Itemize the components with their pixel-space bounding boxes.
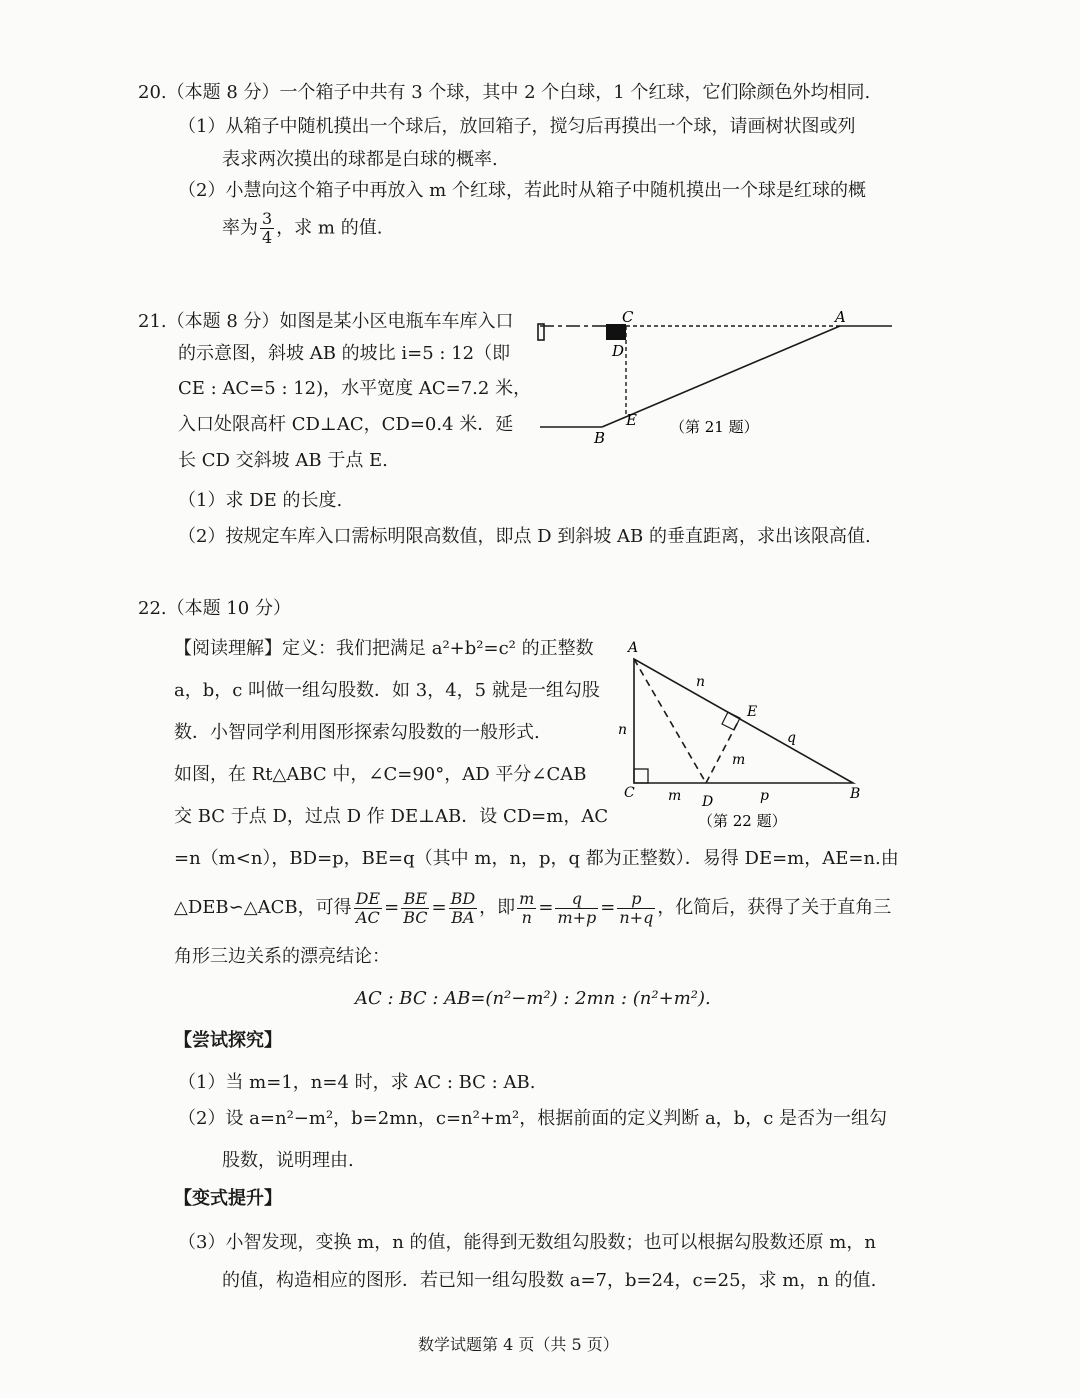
q22-variant-heading: 【变式提升】 (174, 1188, 282, 1209)
q20-part1-line1: （1）从箱子中随机摸出一个球后，放回箱子，搅匀后再摸出一个球，请画树状图或列 (178, 116, 856, 137)
fraction-be-bc (401, 890, 429, 927)
q22-try-part1: （1）当 m=1，n=4 时，求 AC : BC : AB. (178, 1072, 536, 1093)
q22-read-line7: △DEB∽△ACB，可得 $\frac{DE}{AC}$ = $\frac{BE}{BC}$ = $\frac{BD}{BA}$ ，即 $\frac{m}{n}$ = $\frac{q}{m+p}$ = $\frac{p}{n+q}$ ，化简后，获得了关于直角三 (174, 888, 892, 927)
figure-22 (610, 636, 880, 836)
label-p: p (760, 788, 769, 804)
q22-read-line5: 交 BC 于点 D，过点 D 作 DE⊥AB．设 CD=m，AC (174, 806, 609, 827)
q22-similar-suffix: ，化简后，获得了关于直角三 (657, 897, 892, 918)
fraction-m-n (517, 890, 536, 927)
q22-connector: ，即 (479, 897, 516, 918)
q22-similar-prefix: △DEB∽△ACB，可得 (174, 897, 352, 918)
q21-part1: （1）求 DE 的长度. (178, 490, 343, 511)
page-footer: 数学试题第 4 页（共 5 页） (418, 1335, 619, 1354)
label-a: A (628, 640, 639, 656)
label-c: C (622, 308, 634, 326)
label-c: C (624, 785, 635, 801)
height-bar-block (606, 324, 626, 340)
fraction-p-nq (617, 890, 655, 927)
q20-part2-prefix: 率为 (222, 217, 258, 239)
q22-read-line6: =n（m<n），BD=p，BE=q（其中 m，n，p，q 都为正整数）．易得 DE=m，AE=n.由 (174, 848, 899, 869)
fraction-numerator: m (519, 888, 535, 908)
fraction-denominator: m+p (557, 907, 597, 927)
figure-22-caption: （第 22 题） (698, 812, 787, 830)
fraction-denominator: 4 (262, 228, 273, 247)
fraction-q-mp (555, 890, 598, 927)
q22-try-part2-line2: 股数，说明理由. (222, 1150, 354, 1171)
label-d: D (612, 342, 625, 360)
label-q: q (787, 730, 796, 746)
q22-read-line3: 数．小智同学利用图形探索勾股数的一般形式. (174, 722, 540, 743)
q22-try-heading: 【尝试探究】 (174, 1030, 282, 1051)
label-b: B (594, 429, 606, 447)
q22-heading: 22.（本题 10 分） (138, 598, 291, 619)
figure-21-caption: （第 21 题） (670, 418, 759, 436)
q20-part1-line2: 表求两次摸出的球都是白球的概率. (222, 149, 498, 170)
q22-formula: AC : BC : AB=(n²−m²) : 2mn : (n²+m²). (355, 988, 711, 1009)
figure-21 (530, 300, 900, 450)
label-n-ae: n (696, 674, 706, 690)
fraction-de-ac (354, 890, 383, 927)
fraction-numerator: q (555, 890, 598, 909)
fraction-denominator: BC (403, 907, 428, 927)
q21-line1: 21.（本题 8 分）如图是某小区电瓶车车库入口 (138, 311, 514, 332)
q22-read-line1: 【阅读理解】定义：我们把满足 a²+b²=c² 的正整数 (174, 638, 594, 659)
fraction-numerator: BD (450, 888, 476, 908)
fraction-bd-ba (449, 890, 478, 927)
q20-part2-line2 (222, 210, 382, 247)
right-angle-c (634, 769, 648, 783)
label-a: A (835, 308, 846, 326)
fraction-denominator: AC (355, 907, 380, 927)
fraction-denominator: n (521, 907, 532, 927)
label-e: E (626, 411, 637, 429)
fraction-denominator: BA (451, 907, 475, 927)
label-e: E (747, 704, 758, 720)
q21-line5: 长 CD 交斜坡 AB 于点 E. (178, 450, 388, 471)
fraction-denominator: n+q (619, 907, 654, 927)
label-n-ac: n (618, 722, 628, 738)
label-d: D (702, 794, 714, 810)
label-m-cd: m (668, 788, 682, 804)
fraction-numerator: p (617, 890, 655, 909)
fraction-numerator: 3 (262, 209, 273, 228)
q21-line2: 的示意图，斜坡 AB 的坡比 i=5 : 12（即 (178, 343, 511, 364)
q21-part2: （2）按规定车库入口需标明限高数值，即点 D 到斜坡 AB 的垂直距离，求出该限高值. (178, 526, 871, 547)
q21-line3: CE : AC=5 : 12)，水平宽度 AC=7.2 米， (178, 378, 532, 399)
q22-read-line8: 角形三边关系的漂亮结论： (174, 946, 390, 967)
fraction-numerator: BE (401, 890, 429, 909)
q20-part2-line1: （2）小慧向这个箱子中再放入 m 个红球，若此时从箱子中随机摸出一个球是红球的概 (178, 180, 866, 201)
slope-ab (602, 326, 840, 427)
q21-line4: 入口处限高杆 CD⊥AC，CD=0.4 米．延 (178, 414, 514, 435)
label-b: B (850, 786, 861, 802)
q20-heading: 20.（本题 8 分）一个箱子中共有 3 个球，其中 2 个白球，1 个红球，它们除颜色外均相同. (138, 82, 871, 103)
q22-read-line2: a，b，c 叫做一组勾股数．如 3，4，5 就是一组勾股 (174, 680, 600, 701)
q22-variant-line2: 的值，构造相应的图形．若已知一组勾股数 a=7，b=24，c=25，求 m，n 的值. (222, 1270, 877, 1291)
q22-variant-line1: （3）小智发现，变换 m，n 的值，能得到无数组勾股数；也可以根据勾股数还原 m，n (178, 1232, 876, 1253)
q22-try-part2-line1: （2）设 a=n²−m²，b=2mn，c=n²+m²，根据前面的定义判断 a，b，c 是否为一组勾 (178, 1108, 887, 1129)
label-m-de: m (732, 752, 746, 768)
q20-part2-suffix: ，求 m 的值. (276, 217, 383, 239)
fraction-numerator: DE (355, 888, 381, 908)
q22-read-line4: 如图，在 Rt△ABC 中，∠C=90°，AD 平分∠CAB (174, 764, 587, 785)
fraction-three-quarters (260, 210, 274, 247)
